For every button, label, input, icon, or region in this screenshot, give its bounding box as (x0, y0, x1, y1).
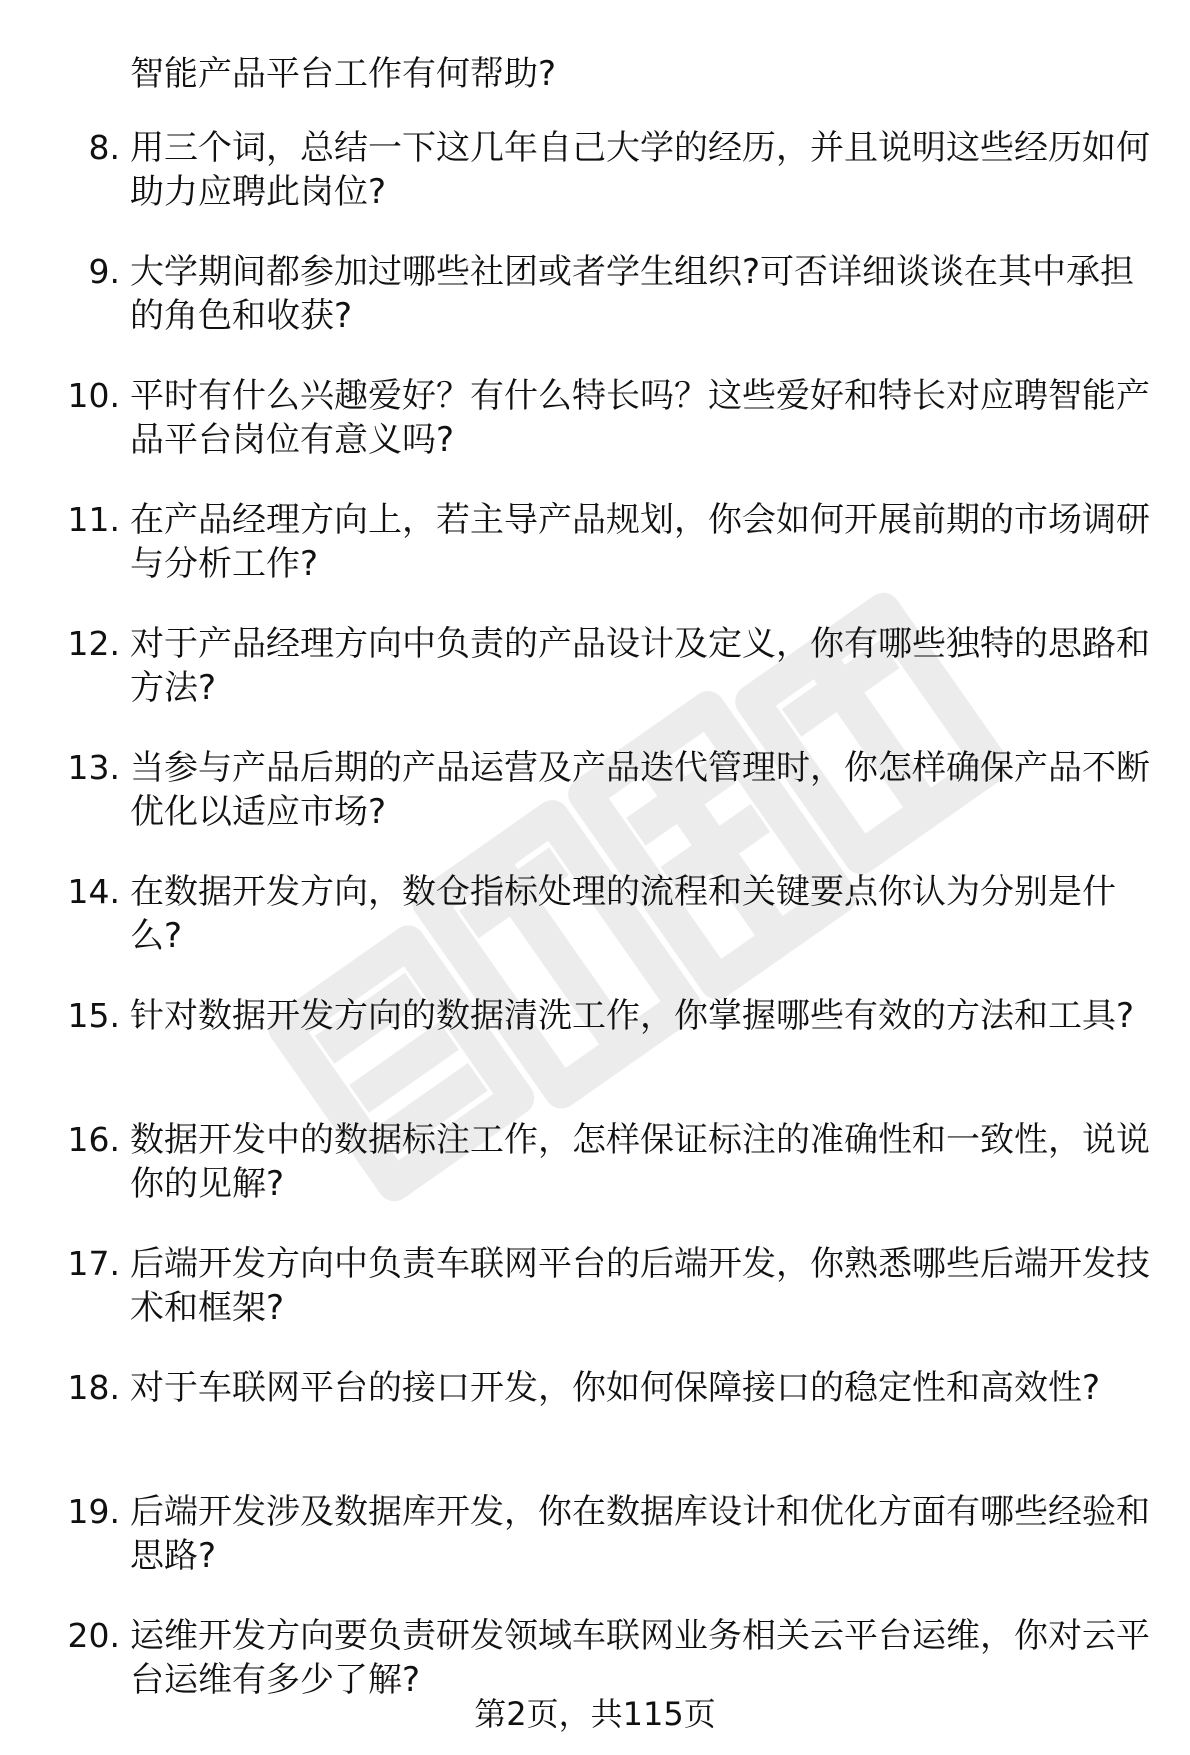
question-item (0, 994, 1190, 1118)
question-text: 大学期间都参加过哪些社团或者学生组织?可否详细谈谈在其中承担的角色和收获? (130, 252, 1135, 336)
question-number: 18. (67, 1368, 120, 1407)
question-text: 对于车联网平台的接口开发，你如何保障接口的稳定性和高效性? (130, 1368, 1101, 1408)
question-number: 8. (88, 128, 120, 167)
question-item (0, 1366, 1190, 1490)
question-item (0, 1490, 1190, 1614)
question-number: 10. (67, 376, 120, 415)
question-text: 运维开发方向要负责研发领域车联网业务相关云平台运维，你对云平台运维有多少了解? (130, 1616, 1150, 1700)
question-number: 19. (67, 1492, 120, 1531)
question-text: 在数据开发方向，数仓指标处理的流程和关键要点你认为分别是什么? (130, 872, 1116, 956)
question-text: 后端开发方向中负责车联网平台的后端开发，你熟悉哪些后端开发技术和框架? (130, 1244, 1150, 1328)
question-text: 平时有什么兴趣爱好？有什么特长吗？这些爱好和特长对应聘智能产品平台岗位有意义吗? (130, 376, 1150, 460)
question-item (0, 622, 1190, 746)
question-number: 17. (67, 1244, 120, 1283)
question-text: 在产品经理方向上，若主导产品规划，你会如何开展前期的市场调研与分析工作? (130, 500, 1150, 584)
question-number: 13. (67, 748, 120, 787)
question-item (0, 374, 1190, 498)
question-text: 针对数据开发方向的数据清洗工作，你掌握哪些有效的方法和工具? (130, 996, 1135, 1036)
page-footer: 第2页，共115页 (474, 1695, 716, 1733)
question-number: 14. (67, 872, 120, 911)
question-item (0, 746, 1190, 870)
question-text: 当参与产品后期的产品运营及产品迭代管理时，你怎样确保产品不断优化以适应市场? (130, 748, 1150, 832)
question-number: 16. (67, 1120, 120, 1159)
question-number: 15. (67, 996, 120, 1035)
question-number: 20. (67, 1616, 120, 1655)
question-item (0, 498, 1190, 622)
question-text: 后端开发涉及数据库开发，你在数据库设计和优化方面有哪些经验和思路? (130, 1492, 1150, 1576)
question-text: 数据开发中的数据标注工作，怎样保证标注的准确性和一致性，说说你的见解? (130, 1120, 1150, 1204)
question-number: 9. (88, 252, 120, 291)
question-item (0, 250, 1190, 374)
question-list (0, 126, 1190, 1738)
question-text: 用三个词，总结一下这几年自己大学的经历，并且说明这些经历如何助力应聘此岗位? (130, 128, 1150, 212)
continued-question-text: 智能产品平台工作有何帮助? (130, 54, 557, 94)
question-number: 12. (67, 624, 120, 663)
question-number: 11. (67, 500, 120, 539)
question-text: 对于产品经理方向中负责的产品设计及定义，你有哪些独特的思路和方法? (130, 624, 1150, 708)
question-item (0, 1242, 1190, 1366)
question-item (0, 870, 1190, 994)
question-item (0, 126, 1190, 250)
question-item (0, 1118, 1190, 1242)
